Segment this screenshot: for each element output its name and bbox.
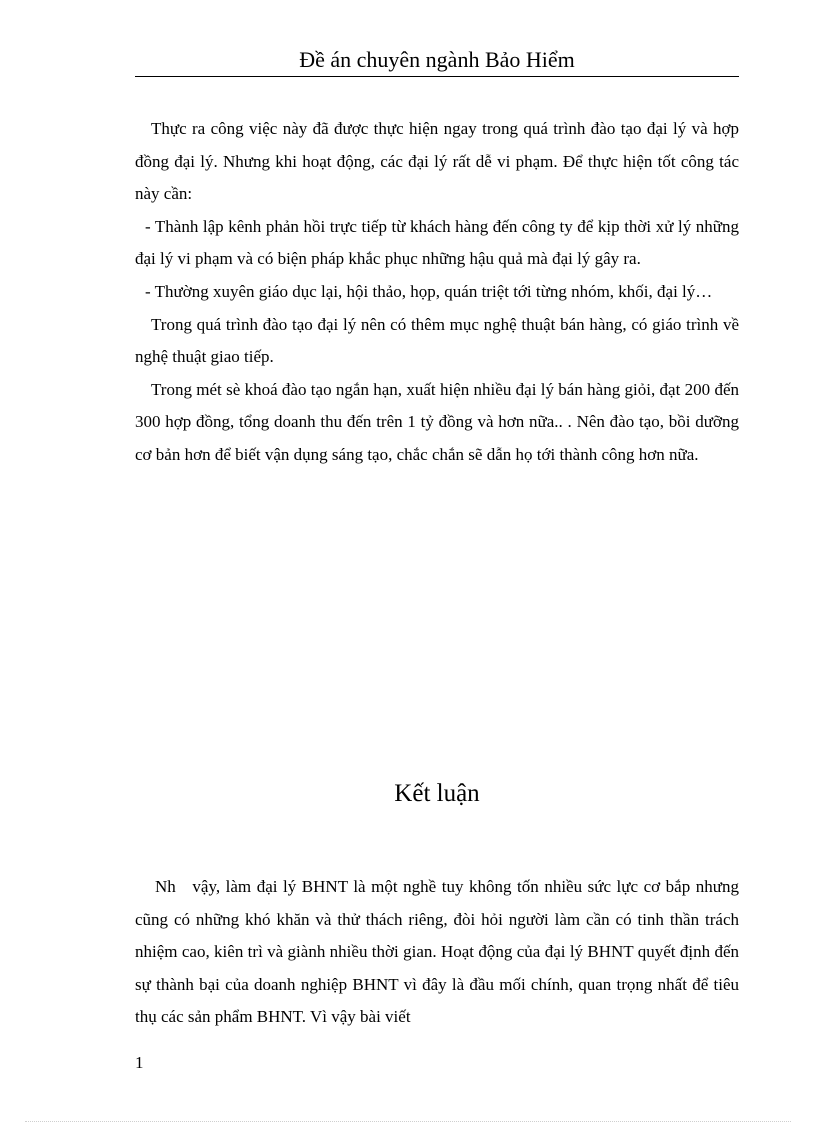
bullet-paragraph: - Thành lập kênh phản hồi trực tiếp từ khách hàng đến công ty để kịp thời xử lý những đại lý vi phạm và có biện pháp khắc phục những hậu quả mà đại lý gây ra. [135,216,739,269]
page-bottom-border [25,1121,791,1122]
paragraph: Thực ra công việc này đã được thực hiện ngay trong quá trình đào tạo đại lý và hợp đồng đại lý. Nhưng khi hoạt động, các đại lý rất dễ vi phạm. Để thực hiện tốt công tác này cần: [135,119,739,204]
section-heading-conclusion: Kết luận [394,780,480,807]
page-header-title: Đề án chuyên ngành Bảo Hiểm [299,47,575,72]
paragraph: Trong quá trình đào tạo đại lý nên có thêm mục nghệ thuật bán hàng, có giáo trình về nghệ thuật giao tiếp. [135,314,739,367]
bullet-paragraph: - Thường xuyên giáo dục lại, hội thảo, họp, quán triệt tới từng nhóm, khối, đại lý… [145,281,713,301]
paragraph: Nh vậy, làm đại lý BHNT là một nghề tuy không tốn nhiều sức lực cơ bắp nhưng cũng có những khó khăn và thử thách riêng, đòi hỏi người làm cần có tinh thần trách nhiệm cao, kiên trì và giành nhiều thời gian. Hoạt động của đại lý BHNT quyết định đến sự thành bại của doanh nghiệp BHNT vì đây là đầu mối chính, quan trọng nhất để tiêu thụ các sản phẩm BHNT. Vì vậy bài viết [135,877,744,1027]
body-text [135,113,739,472]
page-number: 1 [135,1053,144,1072]
header-divider [135,76,739,77]
paragraph: Trong mét sè khoá đào tạo ngắn hạn, xuất hiện nhiều đại lý bán hàng giỏi, đạt 200 đến 300 hợp đồng, tổng doanh thu đến trên 1 tỷ đồng và hơn nữa.. . Nên đào tạo, bồi dưỡng cơ bản hơn để biết vận dụng sáng tạo, chắc chắn sẽ dẫn họ tới thành công hơn nữa. [135,379,739,464]
conclusion-text [135,871,744,1034]
